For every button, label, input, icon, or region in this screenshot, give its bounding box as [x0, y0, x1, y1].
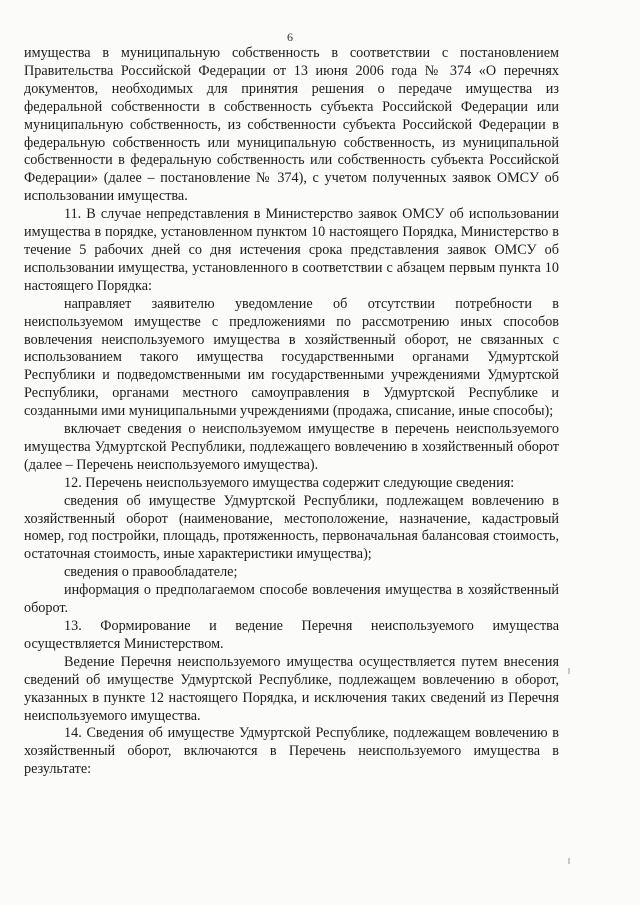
scan-artifact-mark — [568, 858, 570, 864]
scan-artifact-mark — [568, 668, 570, 674]
paragraph-list-maintenance: Ведение Перечня неиспользуемого имущества осуществляется путем внесения сведений об имуществе Удмуртской Республике, подлежащем вовлечению в оборот, указанных в пункте 12 настоящего Порядка, и исключения таких сведений из Перечня неиспользуемого имущества. — [24, 653, 559, 724]
paragraph-item-11: 11. В случае непредставления в Министерство заявок ОМСУ об использовании имущества в порядке, установленном пунктом 10 настоящего Порядка, Министерство в течение 5 рабочих дней со дня истечения срока представления заявок ОМСУ об использовании имущества, установленного в соответствии с абзацем первым пункта 10 настоящего Порядка: — [24, 206, 559, 294]
paragraph-rightholder-info: сведения о правообладателе; — [64, 564, 238, 581]
paragraph-item-12: 12. Перечень неиспользуемого имущества содержит следующие сведения: — [64, 474, 515, 491]
page-number: 6 — [287, 30, 293, 44]
paragraph-property-info: сведения об имуществе Удмуртской Республики, подлежащем вовлечению в хозяйственный оборот (наименование, местоположение, назначение, кадастровый номер, год постройки, площадь, протяженность, первоначальная балансовая стоимость, остаточная стоимость, иные характеристики имущества); — [24, 492, 559, 563]
paragraph-notify-applicant: направляет заявителю уведомление об отсутствии потребности в неиспользуемом имуществе с предложениями по рассмотрению иных способов вовлечения неиспользуемого имущества в хозяйственный оборот, не связанных с использованием такого имущества государственными органами Удмуртской Республики и подведомственными им государственными учреждениями Удмуртской Республики, органами местного самоуправления в Удмуртской Республике и созданными ими муниципальными учреждениями (продажа, списание, иные способы); — [24, 295, 559, 420]
paragraph-continuation: имущества в муниципальную собственность в соответствии с постановлением Правительства Российской Федерации от 13 июня 2006 года № 374 «О перечнях документов, необходимых для принятия решения о передаче имущества из федеральной собственности в собственность субъекта Российской Федерации или муниципальную собственность, из собственности субъекта Российской Федерации в федеральную собственность или муниципальную собственность, из муниципальной собственности в федеральную собственность или собственность субъекта Российской Федерации» (далее – постановление № 374), с учетом полученных заявок ОМСУ об использовании имущества. — [24, 45, 559, 205]
document-body — [24, 45, 559, 779]
paragraph-include-in-list: включает сведения о неиспользуемом имуществе в перечень неиспользуемого имущества Удмуртской Республики, подлежащего вовлечению в хозяйственный оборот (далее – Перечень неиспользуемого имущества). — [24, 421, 559, 473]
paragraph-involvement-method: информация о предполагаемом способе вовлечения имущества в хозяйственный оборот. — [24, 582, 559, 617]
paragraph-item-13: 13. Формирование и ведение Перечня неиспользуемого имущества осуществляется Министерством. — [24, 618, 559, 652]
paragraph-item-14: 14. Сведения об имуществе Удмуртской Республике, подлежащем вовлечению в хозяйственный оборот, включаются в Перечень неиспользуемого имущества в результате: — [24, 725, 559, 778]
